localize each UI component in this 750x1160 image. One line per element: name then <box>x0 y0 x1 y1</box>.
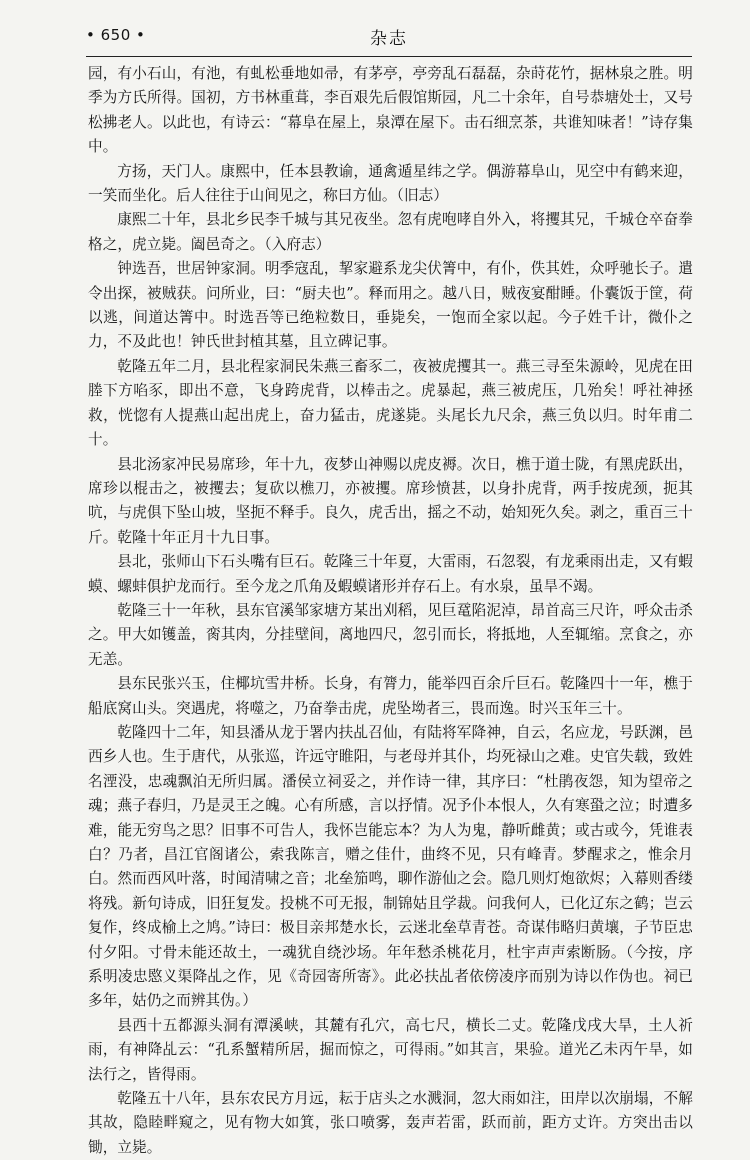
paragraph: 康熙二十年，县北乡民李千城与其兄夜坐。忽有虎咆哮自外入，将攫其兄，千城仓卒奋拳格之，虎立毙。阖邑奇之。（入府志） <box>88 211 693 253</box>
body-text <box>88 62 693 1160</box>
page-header <box>86 22 692 50</box>
running-title: 杂志 <box>370 29 408 49</box>
paragraph: 县西十五都源头洞有潭溪峡，其麓有孔穴，高七尺，横长二丈。乾隆戊戌大旱，土人祈雨，有神降乩云：“孔系蟹精所居，掘而惊之，可得雨。”如其言，果验。道光乙未丙午旱，如法行之，皆得雨。 <box>88 1016 693 1083</box>
paragraph: 乾隆五十八年，县东农民方月远，耘于店头之水溅洞，忽大雨如注，田岸以次崩塌，不解其故，隐睦畔窥之，见有物大如箕，张口喷雾，轰声若雷，跃而前，距方丈许。方突出击以锄，立毙。 <box>88 1090 693 1156</box>
paragraph: 乾隆四十二年，知县潘从龙于署内扶乩召仙，有陆将军降神，自云，名应龙，号跃渊，邑西乡人也。生于唐代，从张巡，许远守睢阳，与老母并其仆，均死禄山之难。史官失载，致姓名湮没，忠魂飘泊无所归属。潘侯立祠妥之，并作诗一律，其序曰：“杜鹃夜怨，知为望帝之魂；燕子春归，乃是灵王之魄。心有所感，言以抒情。况予仆本恨人，久有寒蛩之泣；时遭多难，能无穷鸟之思？旧事不可告人，我怀岂能忘本？为人为鬼，静听雌黄；或古或今，凭谁表白？乃者，昌江官阁诸公，索我陈言，赠之佳什，曲终不见，只有峰青。梦醒求之，惟余月白。然而西风叶落，时闻清啸之音；北垒笳鸣，聊作游仙之会。隐几则灯炮欲烬；入幕则香缕将残。新句诗成，旧狂复发。投桃不可无报，制锦姑且学裁。问我何人，已化辽东之鹤；岂云复作，终成榆上之鸠。”诗曰：极目亲邦楚水长，云迷北垒草青苍。奇谋伟略归黄壤，子节臣忠付夕阳。寸骨未能还故土，一魂犹自绕沙场。年年愁杀桃花月，杜宇声声索断肠。（今按，序系明凌忠愍义渠降乩之作，见《奇园寄所寄》。此必扶乩者依傍凌序而别为诗以作伪也。祠已多年，姑仍之而辨其伪。） <box>88 723 693 1010</box>
paragraph: 县北汤家冲民易席珍，年十九，夜梦山神赐以虎皮褥。次日，樵于道士陇，有黑虎跃出，席珍以棍击之，被攫去；复砍以樵刀，亦被攫。席珍愤甚，以身扑虎背，两手按虎颈，扼其吭，与虎俱下坠山坡，坚扼不释手。良久，虎舌出，摇之不动，始知死久矣。剥之，重百三十斤。乾隆十年正月十九日事。 <box>88 455 693 546</box>
page-number: • 650 • <box>86 26 146 44</box>
paragraph: 县北，张师山下石头嘴有巨石。乾隆三十年夏，大雷雨，石忽裂，有龙乘雨出走，又有蝦蟆、螺蚌俱护龙而行。至今龙之爪角及蝦蟆诸形并存石上。有水泉，虽旱不竭。 <box>88 553 693 595</box>
paragraph: 乾隆三十一年秋，县东官溪邹家塘方某出刈稻，见巨鼋陷泥淖，昂首高三尺许，呼众击杀之。甲大如镬盖，脔其肉，分挂壁间，离地四尺，忽引而长，将抵地，人至辄缩。烹食之，亦无恙。 <box>88 601 693 668</box>
paragraph: 园，有小石山，有池，有虬松垂地如帚，有茅亭，亭旁乱石磊磊，杂莳花竹，据林泉之胜。明季为方氏所得。国初，方书林重葺，李百艰先后假馆斯园，凡二十余年，自号恭塘处士，又号松拂老人。以此也，有诗云：“幕阜在屋上，泉潭在屋下。击石细烹茶，共谁知味者！”诗存集中。 <box>88 65 693 156</box>
paragraph: 县东民张兴玉，住椰坑雪井桥。长身，有膂力，能举四百余斤巨石。乾隆四十一年，樵于船底窝山头。突遇虎，将噬之，乃奋拳击虎，虎坠坳者三，畏而逸。时兴玉年三十。 <box>88 675 693 717</box>
paragraph: 乾隆五年二月，县北程家洞民朱燕三畜豕二，夜被虎攫其一。燕三寻至朱源岭，见虎在田塍下方啗豕，即出不意，飞身跨虎背，以棒击之。虎暴起，燕三被虎压，几殆矣！呼社神拯救，恍惚有人提燕山起出虎上，奋力猛击，虎遂毙。头尾长九尺余，燕三负以归。时年甫二十。 <box>88 357 693 449</box>
header-rule <box>86 56 692 57</box>
paragraph: 方扬，天门人。康熙中，任本县教谕，通禽遁星纬之学。偶游幕阜山，见空中有鹤来迎，一笑而坐化。后人往往于山间见之，称曰方仙。（旧志） <box>88 162 693 205</box>
paragraph: 钟选吾，世居钟家洞。明季寇乱，挈家避系龙尖伏箐中，有仆，佚其姓，众呼驰长子。遣令出探，被贼获。问所业，曰：“厨夫也”。释而用之。越八日，贼夜宴酣睡。仆囊饭于筐，荷以逃，间道达箐中。时选吾等已绝粒数日，垂毙矣，一饱而全家以起。今子姓千计，微仆之力，不及此也！钟氏世封植其墓，且立碑记事。 <box>88 260 693 351</box>
